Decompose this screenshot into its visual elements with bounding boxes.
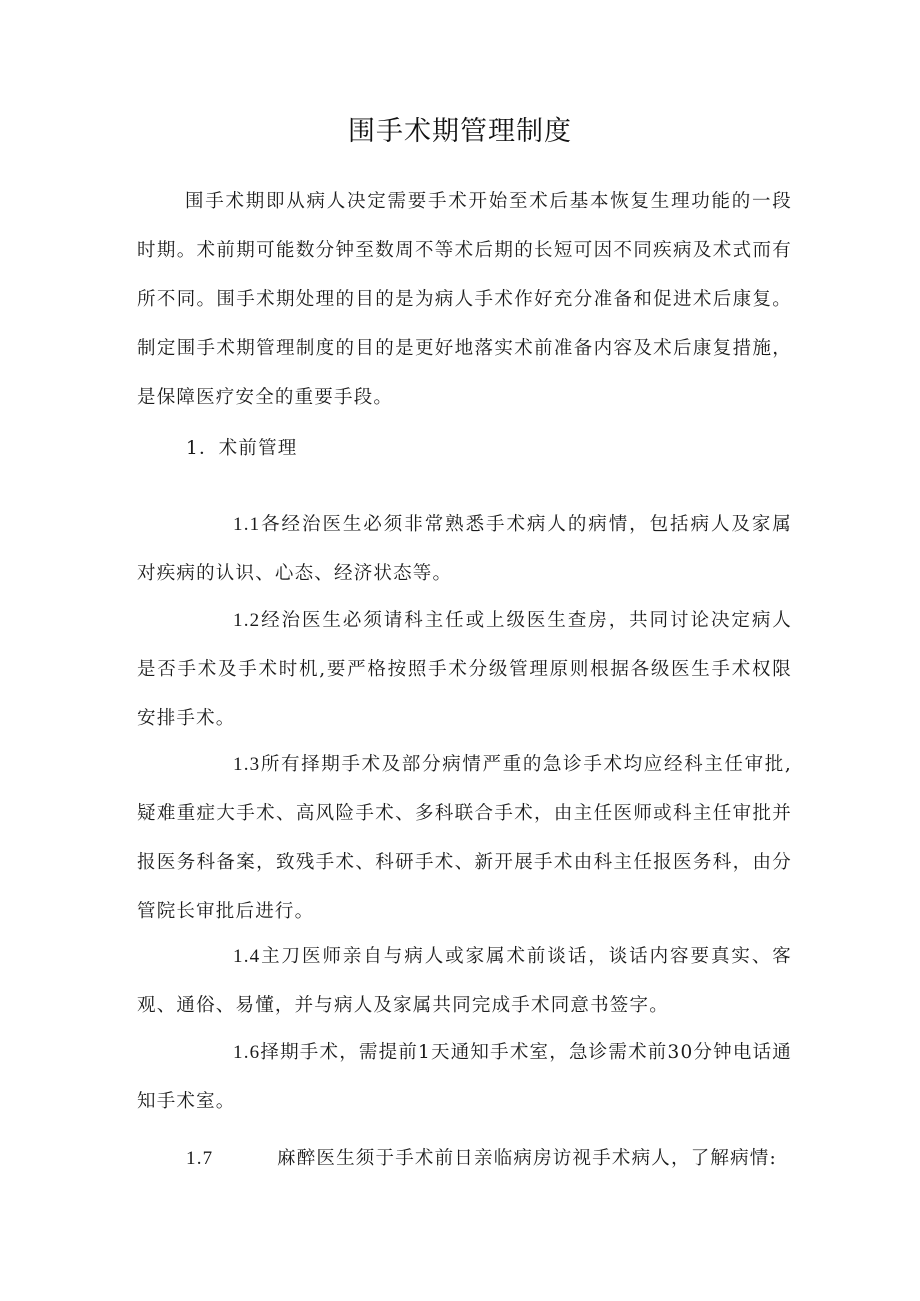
intro-paragraph: 围手术期即从病人决定需要手术开始至术后基本恢复生理功能的一段时期。术前期可能数分钟至数周不等术后期的长短可因不同疾病及术式而有所不同。围手术期处理的目的是为病人手术作好充分准备和促进术后康复。制定围手术期管理制度的目的是更好地落实术前准备内容及术后康复措施，是保障医疗安全的重要手段。: [137, 191, 792, 408]
item-text: 各经治医生必须非常熟悉手术病人的病情，包括病人及家属对疾病的认识、心态、经济状态等。: [137, 514, 792, 584]
item-number: 1.1: [233, 514, 261, 535]
paragraph-1-3: [137, 740, 792, 936]
paragraph-1-4: [137, 932, 792, 1030]
item-number: 1.7: [186, 1148, 214, 1169]
paragraph-1-1: [137, 500, 792, 598]
item-number: 1.6: [233, 1042, 261, 1063]
item-text: 择期手术，需提前1天通知手术室，急诊需术前30分钟电话通知手术室。: [137, 1042, 792, 1112]
item-text: 麻醉医生须于手术前日亲临病房访视手术病人，了解病情:: [277, 1148, 777, 1169]
item-text: 经治医生必须请科主任或上级医生查房，共同讨论决定病人是否手术及手术时机,要严格按照手术分级管理原则根据各级医生手术权限安排手术。: [137, 610, 792, 729]
item-text: 所有择期手术及部分病情严重的急诊手术均应经科主任审批,疑难重症大手术、高风险手术、多科联合手术，由主任医师或科主任审批并报医务科备案，致残手术、科研手术、新开展手术由科主任报医务科，由分管院长审批后进行。: [137, 754, 792, 922]
item-number: 1.3: [233, 754, 261, 775]
item-number: 1.4: [233, 946, 261, 967]
paragraph-1-6: [137, 1028, 792, 1126]
section-heading: 1．术前管理: [186, 438, 298, 459]
item-number: 1.2: [233, 610, 261, 631]
item-text: 主刀医师亲自与病人或家属术前谈话，谈话内容要真实、客观、通俗、易懂，并与病人及家属共同完成手术同意书签字。: [137, 946, 792, 1016]
page-title: 围手术期管理制度: [348, 116, 572, 147]
paragraph-1-7: [186, 1137, 777, 1181]
paragraph-1-2: [137, 596, 792, 743]
